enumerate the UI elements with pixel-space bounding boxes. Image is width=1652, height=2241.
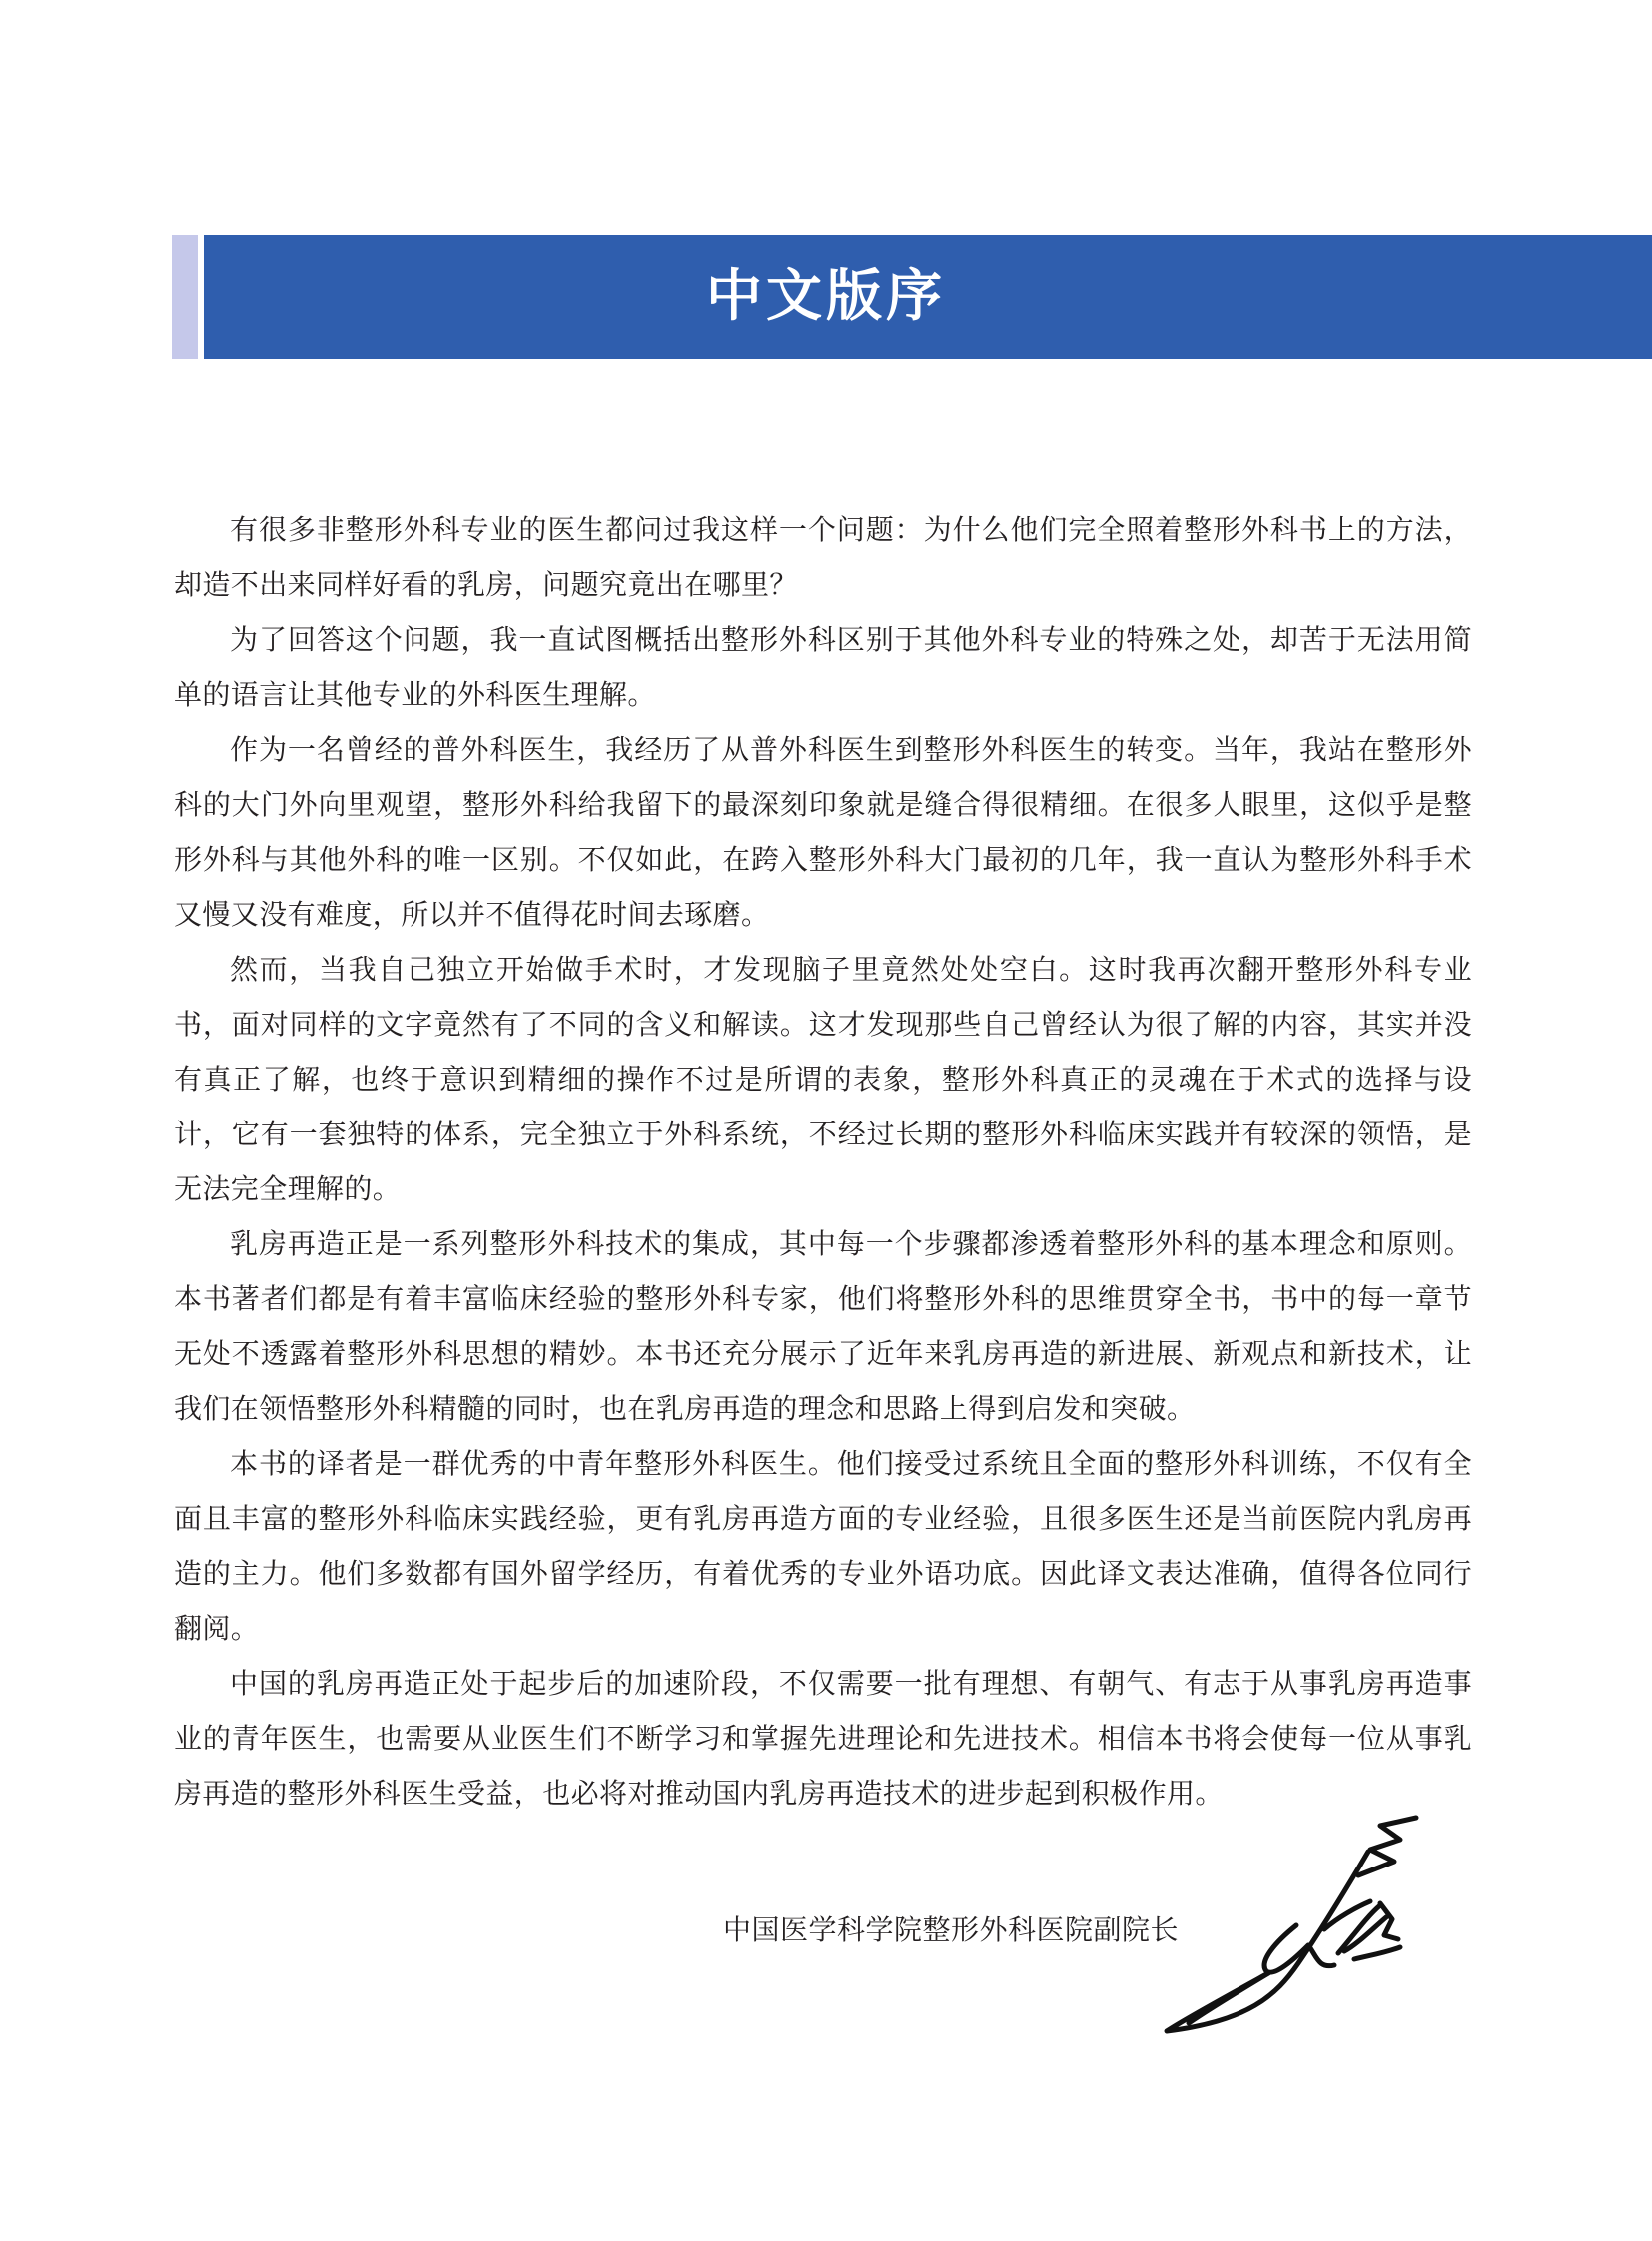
handwritten-signature bbox=[1149, 1806, 1448, 2045]
paragraph: 为了回答这个问题，我一直试图概括出整形外科区别于其他外科专业的特殊之处，却苦于无法用简单的语言让其他专业的外科医生理解。 bbox=[174, 623, 1472, 711]
paragraph: 然而，当我自己独立开始做手术时，才发现脑子里竟然处处空白。这时我再次翻开整形外科专业书，面对同样的文字竟然有了不同的含义和解读。这才发现那些自己曾经认为很了解的内容，其实并没有真正了解，也终于意识到精细的操作不过是所谓的表象，整形外科真正的灵魂在于术式的选择与设计，它有一套独特的体系，完全独立于外科系统，不经过长期的整形外科临床实践并有较深的领悟，是无法完全理解的。 bbox=[174, 953, 1472, 1205]
preface-body bbox=[174, 502, 1472, 1821]
author-affiliation: 中国医学科学院整形外科医院副院长 bbox=[723, 1913, 1180, 1946]
chapter-header bbox=[0, 235, 1652, 359]
paragraph: 中国的乳房再造正处于起步后的加速阶段，不仅需要一批有理想、有朝气、有志于从事乳房再造事业的青年医生，也需要从业医生们不断学习和掌握先进理论和先进技术。相信本书将会使每一位从事乳房再造的整形外科医生受益，也必将对推动国内乳房再造技术的进步起到积极作用。 bbox=[174, 1667, 1472, 1810]
paragraph: 有很多非整形外科专业的医生都问过我这样一个问题：为什么他们完全照着整形外科书上的方法，却造不出来同样好看的乳房，问题究竟出在哪里？ bbox=[174, 513, 1472, 601]
paragraph: 本书的译者是一群优秀的中青年整形外科医生。他们接受过系统且全面的整形外科训练，不仅有全面且丰富的整形外科临床实践经验，更有乳房再造方面的专业经验，且很多医生还是当前医院内乳房再造的主力。他们多数都有国外留学经历，有着优秀的专业外语功底。因此译文表达准确，值得各位同行翻阅。 bbox=[174, 1447, 1472, 1645]
page-title: 中文版序 bbox=[706, 264, 946, 329]
paragraph: 乳房再造正是一系列整形外科技术的集成，其中每一个步骤都渗透着整形外科的基本理念和原则。本书著者们都是有着丰富临床经验的整形外科专家，他们将整形外科的思维贯穿全书，书中的每一章节无处不透露着整形外科思想的精妙。本书还充分展示了近年来乳房再造的新进展、新观点和新技术，让我们在领悟整形外科精髓的同时，也在乳房再造的理念和思路上得到启发和突破。 bbox=[174, 1227, 1472, 1425]
paragraph: 作为一名曾经的普外科医生，我经历了从普外科医生到整形外科医生的转变。当年，我站在整形外科的大门外向里观望，整形外科给我留下的最深刻印象就是缝合得很精细。在很多人眼里，这似乎是整形外科与其他外科的唯一区别。不仅如此，在跨入整形外科大门最初的几年，我一直认为整形外科手术又慢又没有难度，所以并不值得花时间去琢磨。 bbox=[174, 733, 1472, 931]
